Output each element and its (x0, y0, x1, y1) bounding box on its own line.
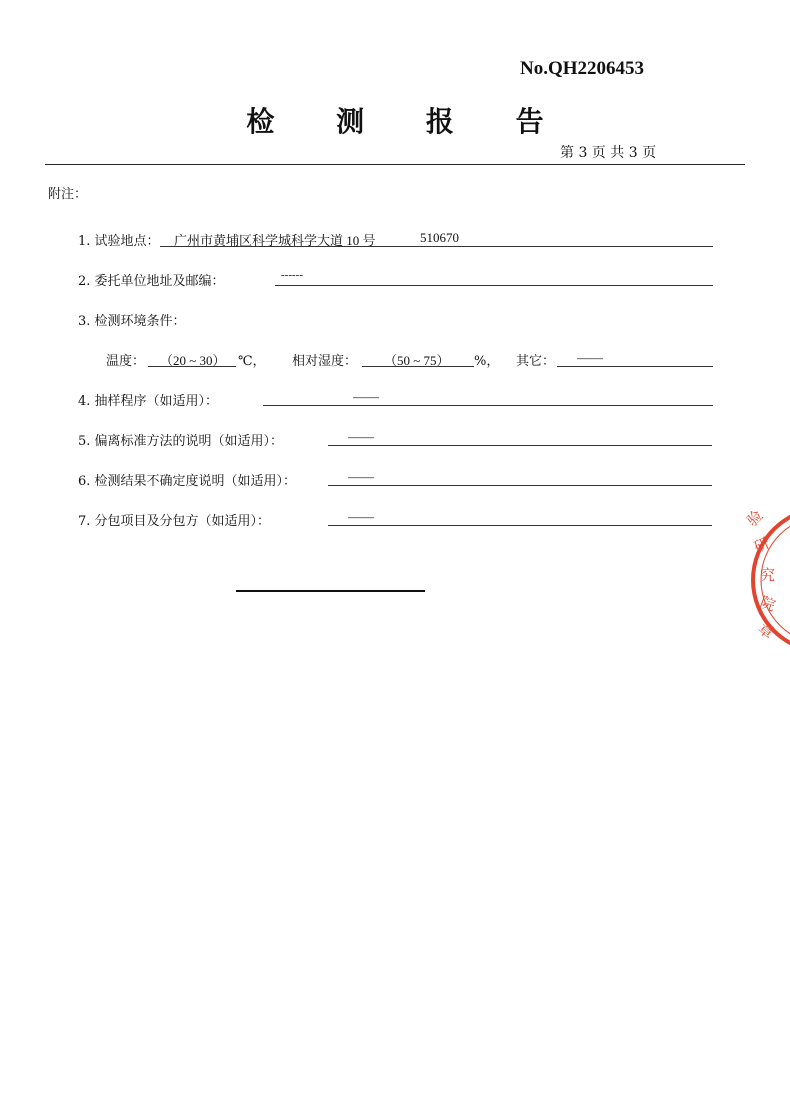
client-address-label: 2. 委托单位地址及邮编： (78, 274, 225, 289)
other-value: —— (577, 350, 603, 365)
other-line (557, 348, 713, 367)
svg-text:院: 院 (757, 592, 778, 615)
other-label: 其它： (516, 354, 556, 369)
environment-label: 3. 检测环境条件： (78, 314, 186, 329)
report-title: 检 测 报 告 (246, 105, 570, 138)
deviation-label: 5. 偏离标准方法的说明（如适用）： (78, 434, 284, 449)
humidity-label: 相对湿度： (292, 354, 358, 369)
client-address-line (275, 267, 713, 286)
humidity-unit: %， (474, 354, 500, 369)
temperature-unit: ℃， (238, 354, 266, 369)
uncertainty-label: 6. 检测结果不确定度说明（如适用）： (78, 474, 297, 489)
subcontract-label: 7. 分包项目及分包方（如适用）： (78, 514, 271, 529)
test-location-label: 1. 试验地点： (78, 234, 160, 249)
subcontract-value: —— (348, 509, 374, 524)
client-address-value: ------ (281, 269, 303, 281)
page-indicator: 第 3 页 共 3 页 (560, 145, 657, 161)
temperature-line (148, 348, 236, 367)
uncertainty-value: —— (348, 469, 374, 484)
temperature-label: 温度： (106, 354, 146, 369)
test-location-line (160, 228, 713, 247)
svg-text:研: 研 (751, 533, 773, 557)
header-divider (45, 164, 745, 165)
temperature-value: （20 ~ 30） (160, 353, 226, 368)
humidity-value: （50 ~ 75） (384, 353, 450, 368)
sampling-label: 4. 抽样程序（如适用）： (78, 394, 219, 409)
test-location-value: 广州市黄埔区科学城科学大道 10 号 (174, 233, 376, 248)
subcontract-line (328, 507, 712, 526)
svg-text:究: 究 (760, 566, 776, 584)
humidity-line (362, 348, 474, 367)
deviation-line (328, 427, 712, 446)
sampling-value: —— (353, 389, 379, 404)
report-number: No.QH2206453 (520, 58, 645, 79)
test-location-postcode: 510670 (420, 230, 459, 245)
uncertainty-line (328, 467, 712, 486)
seal-stamp (735, 505, 790, 655)
svg-text:章: 章 (754, 619, 778, 643)
deviation-value: —— (348, 429, 374, 444)
svg-text:验: 验 (743, 506, 767, 530)
end-rule (236, 590, 425, 592)
sampling-line (263, 387, 713, 406)
notes-label: 附注： (48, 187, 88, 202)
